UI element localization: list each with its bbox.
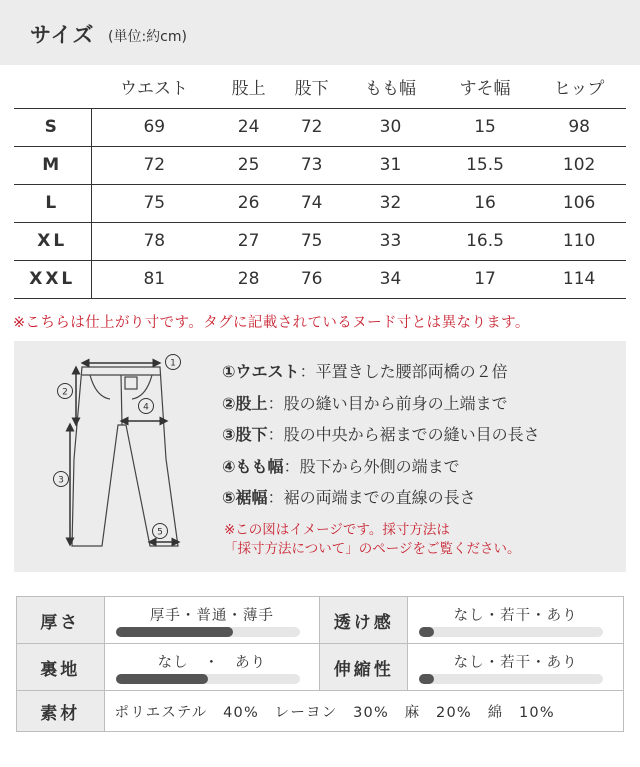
table-cell: 28 [237, 269, 260, 289]
table-cell: 98 [568, 117, 590, 137]
definition-inseam [222, 422, 540, 454]
lining-options: なし ・ あり [157, 655, 267, 671]
definition-term: ③股下 [222, 425, 268, 445]
measurement-definitions [222, 359, 540, 517]
definition-thigh [222, 454, 540, 486]
table-cell: 81 [143, 269, 166, 289]
table-row [14, 222, 626, 260]
transparency-value [408, 597, 624, 644]
table-row [14, 146, 626, 184]
marker-4: 4 [143, 402, 149, 413]
unit-label: (単位:約cm) [108, 29, 187, 45]
definition-term: ①ウエスト [222, 362, 300, 381]
table-cell: 74 [300, 193, 323, 213]
column-header: ヒップ [553, 78, 605, 99]
definition-term: ②股上 [222, 393, 268, 413]
table-cell: 32 [379, 193, 402, 213]
lining-label: 裏地 [17, 644, 105, 691]
section-title: サイズ [30, 23, 95, 47]
table-cell: 31 [379, 155, 402, 175]
size-table [14, 65, 626, 299]
table-cell: 33 [379, 231, 402, 251]
definition-term: ⑤裾幅 [222, 488, 268, 508]
definition-term: ④もも幅 [222, 456, 284, 476]
corner-cell [14, 65, 91, 108]
column-header: すそ幅 [459, 78, 511, 99]
column-header: もも幅 [364, 78, 416, 99]
pants-diagram [14, 341, 214, 572]
table-cell: 34 [379, 269, 402, 289]
size-label: XXL [14, 260, 91, 298]
transparency-options: なし・若干・あり [453, 608, 578, 624]
thickness-options: 厚手・普通・薄手 [149, 608, 274, 624]
size-label: S [14, 108, 91, 146]
size-label: XL [14, 222, 91, 260]
table-cell: 72 [300, 117, 323, 137]
table-cell: 16 [474, 193, 496, 213]
measurement-guide [14, 341, 626, 572]
measure-arrows [70, 363, 176, 542]
stretch-value [408, 644, 624, 691]
feel-row [17, 644, 624, 691]
fabric-feel-table [16, 596, 624, 732]
marker-3: 3 [58, 475, 64, 486]
transparency-indicator [419, 627, 434, 637]
table-cell: 106 [562, 193, 596, 213]
column-header: 股下 [294, 78, 329, 99]
definition-text: ：股下から外側の端まで [283, 456, 460, 476]
table-cell: 25 [237, 155, 260, 175]
size-header [0, 0, 640, 65]
thickness-value [104, 597, 320, 644]
material-value: ポリエステル 40% レーヨン 30% 麻 20% 綿 10% [104, 691, 624, 732]
transparency-track [419, 627, 603, 637]
feel-row [17, 597, 624, 644]
column-header: 股上 [231, 78, 266, 99]
definition-hem [222, 485, 540, 517]
note-line: ※この図はイメージです。採寸方法は [224, 522, 450, 538]
transparency-label: 透け感 [320, 597, 408, 644]
table-cell: 76 [300, 269, 323, 289]
table-cell: 102 [562, 155, 596, 175]
table-cell: 30 [379, 117, 402, 137]
size-label: L [14, 184, 91, 222]
table-cell: 75 [300, 231, 323, 251]
definition-text: ：平置きした腰部両橋の２倍 [299, 362, 508, 381]
table-cell: 15 [474, 117, 496, 137]
column-header: ウエスト [120, 78, 189, 99]
table-cell: 114 [562, 269, 596, 289]
definition-text: ：裾の両端までの直線の長さ [267, 488, 476, 508]
stretch-options: なし・若干・あり [453, 655, 578, 671]
stretch-label: 伸縮性 [320, 644, 408, 691]
table-cell: 15.5 [466, 155, 504, 175]
table-cell: 72 [143, 155, 166, 175]
pants-outline [72, 367, 178, 546]
table-cell: 78 [143, 231, 166, 251]
thickness-label: 厚さ [17, 597, 105, 644]
definition-rise [222, 391, 540, 423]
stretch-track [419, 674, 603, 684]
thickness-track [116, 627, 300, 637]
size-label: M [14, 146, 91, 184]
material-label: 素材 [17, 691, 105, 732]
table-cell: 110 [562, 231, 596, 251]
lining-indicator [116, 674, 208, 684]
table-header-row [14, 65, 626, 108]
table-cell: 17 [474, 269, 496, 289]
table-cell: 24 [237, 117, 260, 137]
thickness-indicator [116, 627, 234, 637]
marker-2: 2 [62, 387, 68, 398]
marker-5: 5 [157, 527, 163, 538]
note-line: 「採寸方法について」のページをご覧ください。 [224, 541, 521, 557]
table-row [14, 108, 626, 146]
marker-1: 1 [170, 358, 176, 369]
table-cell: 16.5 [466, 231, 504, 251]
table-row [14, 184, 626, 222]
table-cell: 26 [237, 193, 260, 213]
lining-value [104, 644, 320, 691]
definition-text: ：股の中央から裾までの縫い目の長さ [267, 425, 540, 445]
table-cell: 75 [143, 193, 166, 213]
table-row [14, 260, 626, 298]
table-cell: 69 [143, 117, 166, 137]
table-cell: 27 [237, 231, 260, 251]
feel-row [17, 691, 624, 732]
table-cell: 73 [300, 155, 323, 175]
stretch-indicator [419, 674, 434, 684]
lining-track [116, 674, 300, 684]
definition-text: ：股の縫い目から前身の上端まで [267, 393, 508, 413]
definition-waist [222, 359, 540, 391]
finished-size-notice: ※こちらは仕上がり寸です。タグに記載されているヌード寸とは異なります。 [13, 315, 530, 331]
diagram-note [224, 521, 520, 559]
